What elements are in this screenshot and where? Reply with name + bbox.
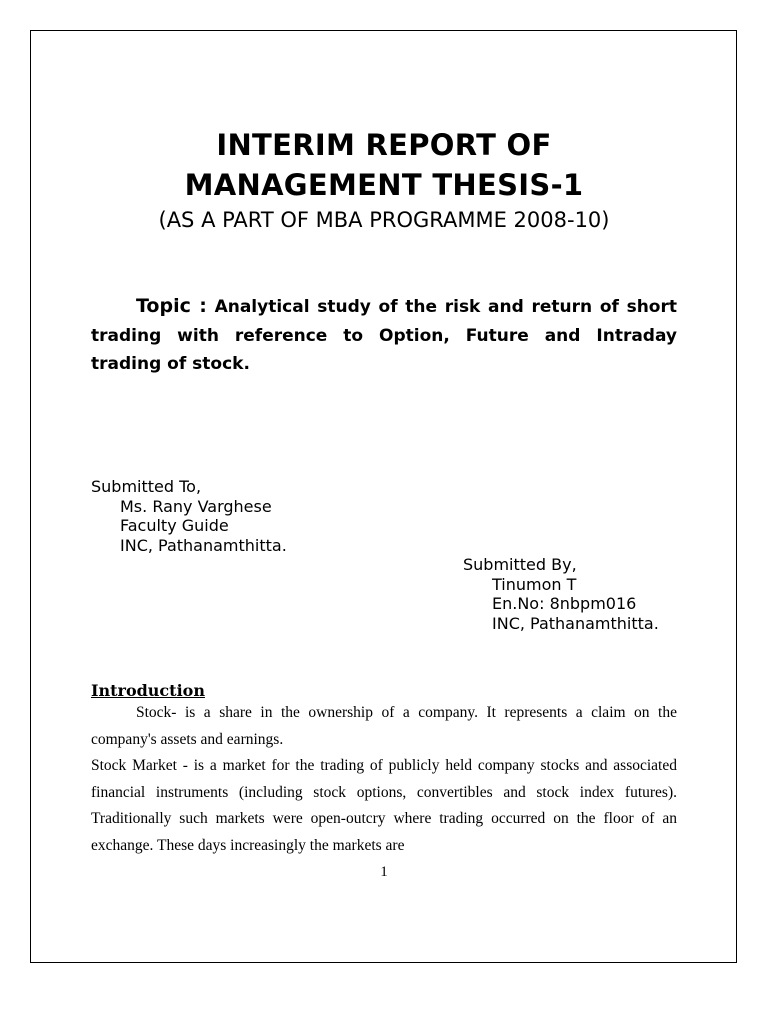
submitted-to-institution: INC, Pathanamthitta. <box>120 535 287 555</box>
submitted-by-institution: INC, Pathanamthitta. <box>492 613 659 633</box>
submitted-to-block <box>91 477 287 555</box>
introduction-body <box>91 700 677 859</box>
report-title-line-2: MANAGEMENT THESIS-1 <box>184 168 584 202</box>
page-number: 1 <box>380 864 388 880</box>
topic-block <box>91 292 677 379</box>
submitted-to-role: Faculty Guide <box>120 516 229 535</box>
introduction-paragraph: Stock Market - is a market for the trading of publicly held company stocks and associated financial instruments (including stock options, convertibles and stock index futures). Traditionally such markets were open-outcry where trading occurred on the floor of an exchange. These days increasingly the markets are <box>91 757 677 854</box>
submitted-by-enrollment: En.No: 8nbpm016 <box>492 594 637 613</box>
report-subtitle: (AS A PART OF MBA PROGRAMME 2008-10) <box>158 208 610 232</box>
report-title-line-1: INTERIM REPORT OF <box>216 128 552 162</box>
submitted-to-name: Ms. Rany Varghese <box>120 496 272 516</box>
introduction-heading: Introduction <box>91 681 205 700</box>
introduction-paragraph: Stock- is a share in the ownership of a company. It represents a claim on the company's assets and earnings. <box>91 704 677 748</box>
topic-label: Topic : <box>136 295 207 317</box>
topic-text: Analytical study of the risk and return of short trading with reference to Option, Future and Intraday trading of stock. <box>91 297 677 374</box>
submitted-by-block <box>463 555 659 633</box>
submitted-to-heading: Submitted To, <box>91 477 202 496</box>
submitted-by-name: Tinumon T <box>492 574 577 594</box>
submitted-by-heading: Submitted By, <box>463 555 577 574</box>
